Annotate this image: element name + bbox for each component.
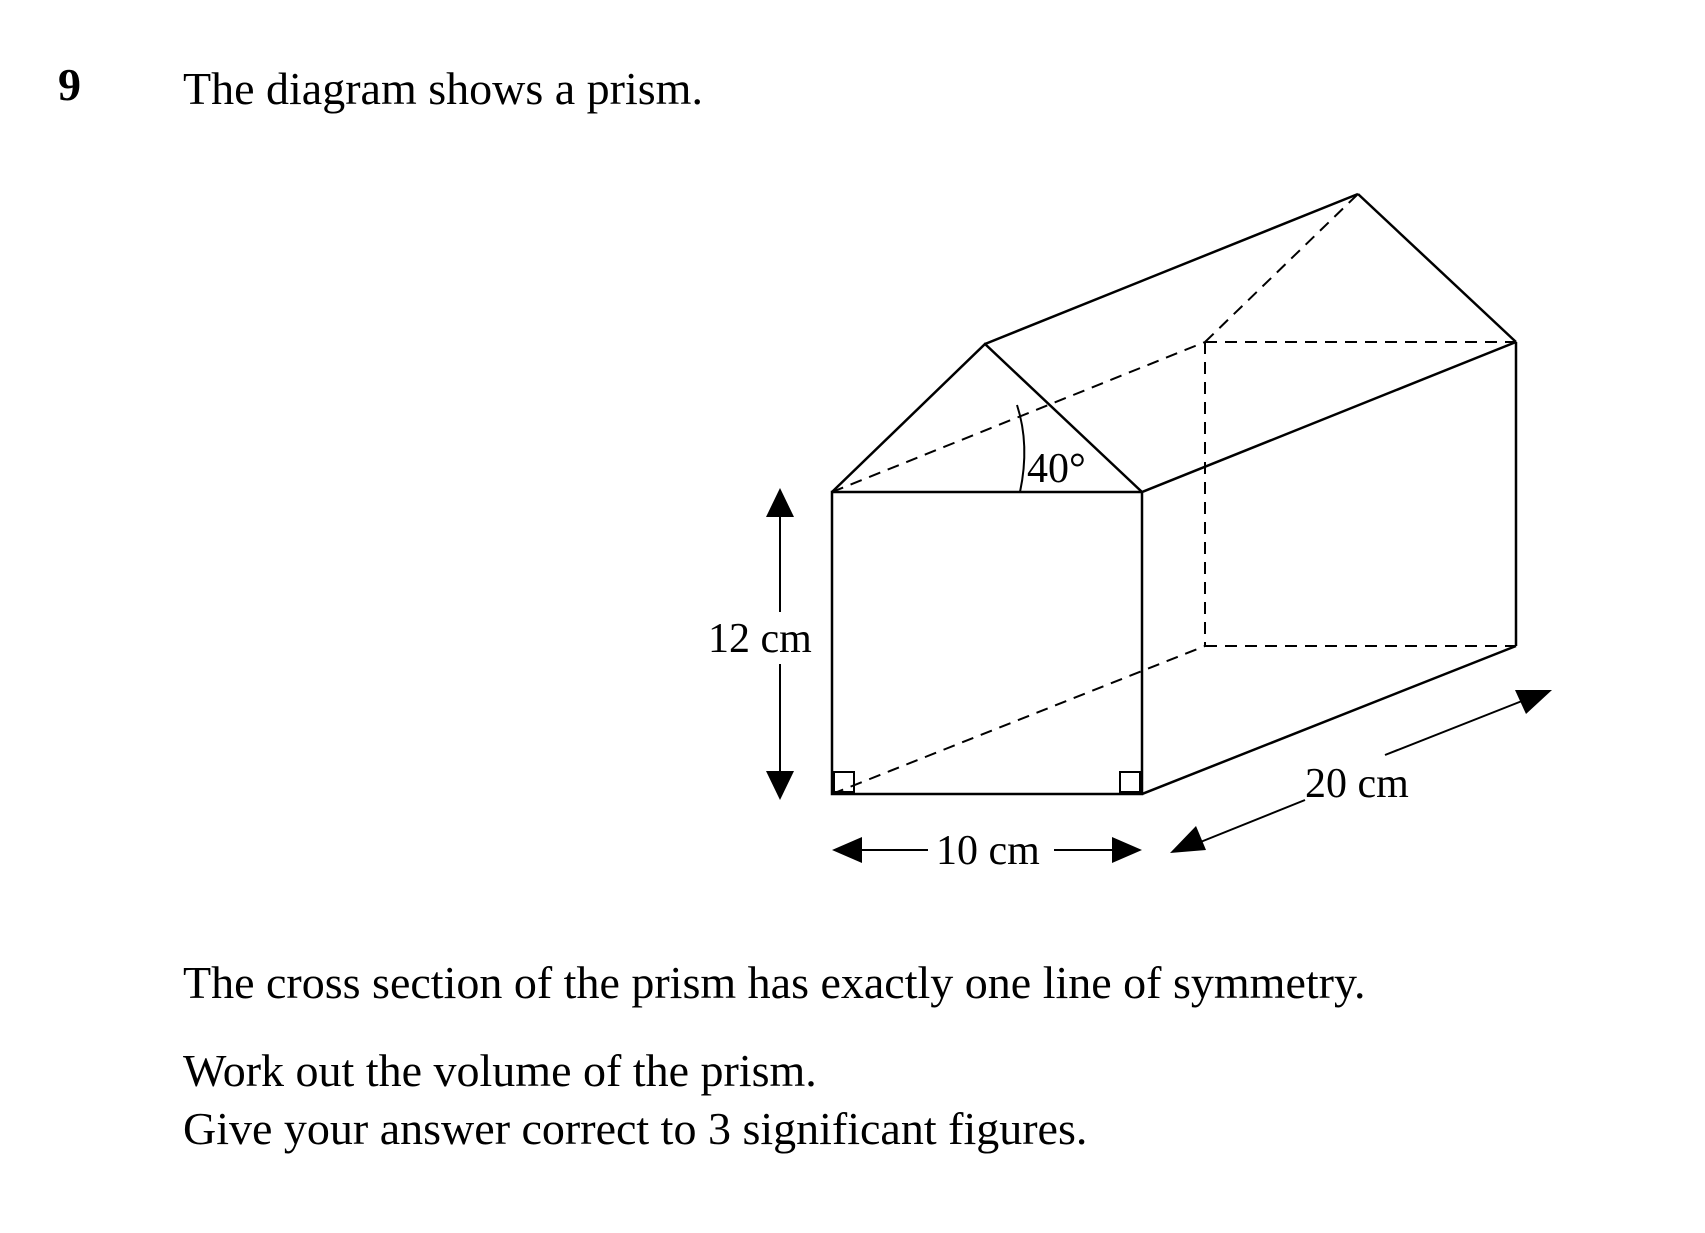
angle-label: 40° [1027,446,1086,492]
height-arrowhead-up [766,488,794,517]
height-label: 12 cm [708,616,812,662]
length-arrowhead-lower [1170,826,1206,853]
prism-hidden-edges [832,194,1516,794]
width-label: 10 cm [936,828,1040,874]
prism-solid-edges [832,194,1516,794]
width-arrowhead-left [832,837,862,863]
eave-edge [1142,342,1516,492]
back-roof-right [1358,194,1516,342]
hidden-front-top-diagonal [832,342,1205,492]
precision-instruction: Give your answer correct to 3 significant figures. [183,1103,1088,1154]
length-arrow-shaft-lower [1198,800,1305,843]
height-arrowhead-down [766,771,794,800]
hidden-front-bottom-diagonal [832,646,1205,794]
width-arrowhead-right [1112,837,1142,863]
length-arrowhead-upper [1515,690,1552,714]
right-angle-marker-left [834,772,854,792]
length-arrow-shaft-upper [1385,701,1522,755]
symmetry-statement: The cross section of the prism has exactly one line of symmetry. [183,957,1366,1008]
right-angle-marker-right [1120,772,1140,792]
front-roof [832,344,1142,492]
length-label: 20 cm [1305,761,1409,807]
question-intro: The diagram shows a prism. [183,63,703,114]
length-dimension [1170,690,1552,853]
height-dimension [708,488,812,800]
hidden-back-left-roof [1205,194,1358,342]
front-rectangle [832,492,1142,794]
instruction: Work out the volume of the prism. [183,1045,817,1096]
ridge-edge [985,194,1358,344]
question-number: 9 [58,59,81,110]
width-dimension [832,828,1142,874]
